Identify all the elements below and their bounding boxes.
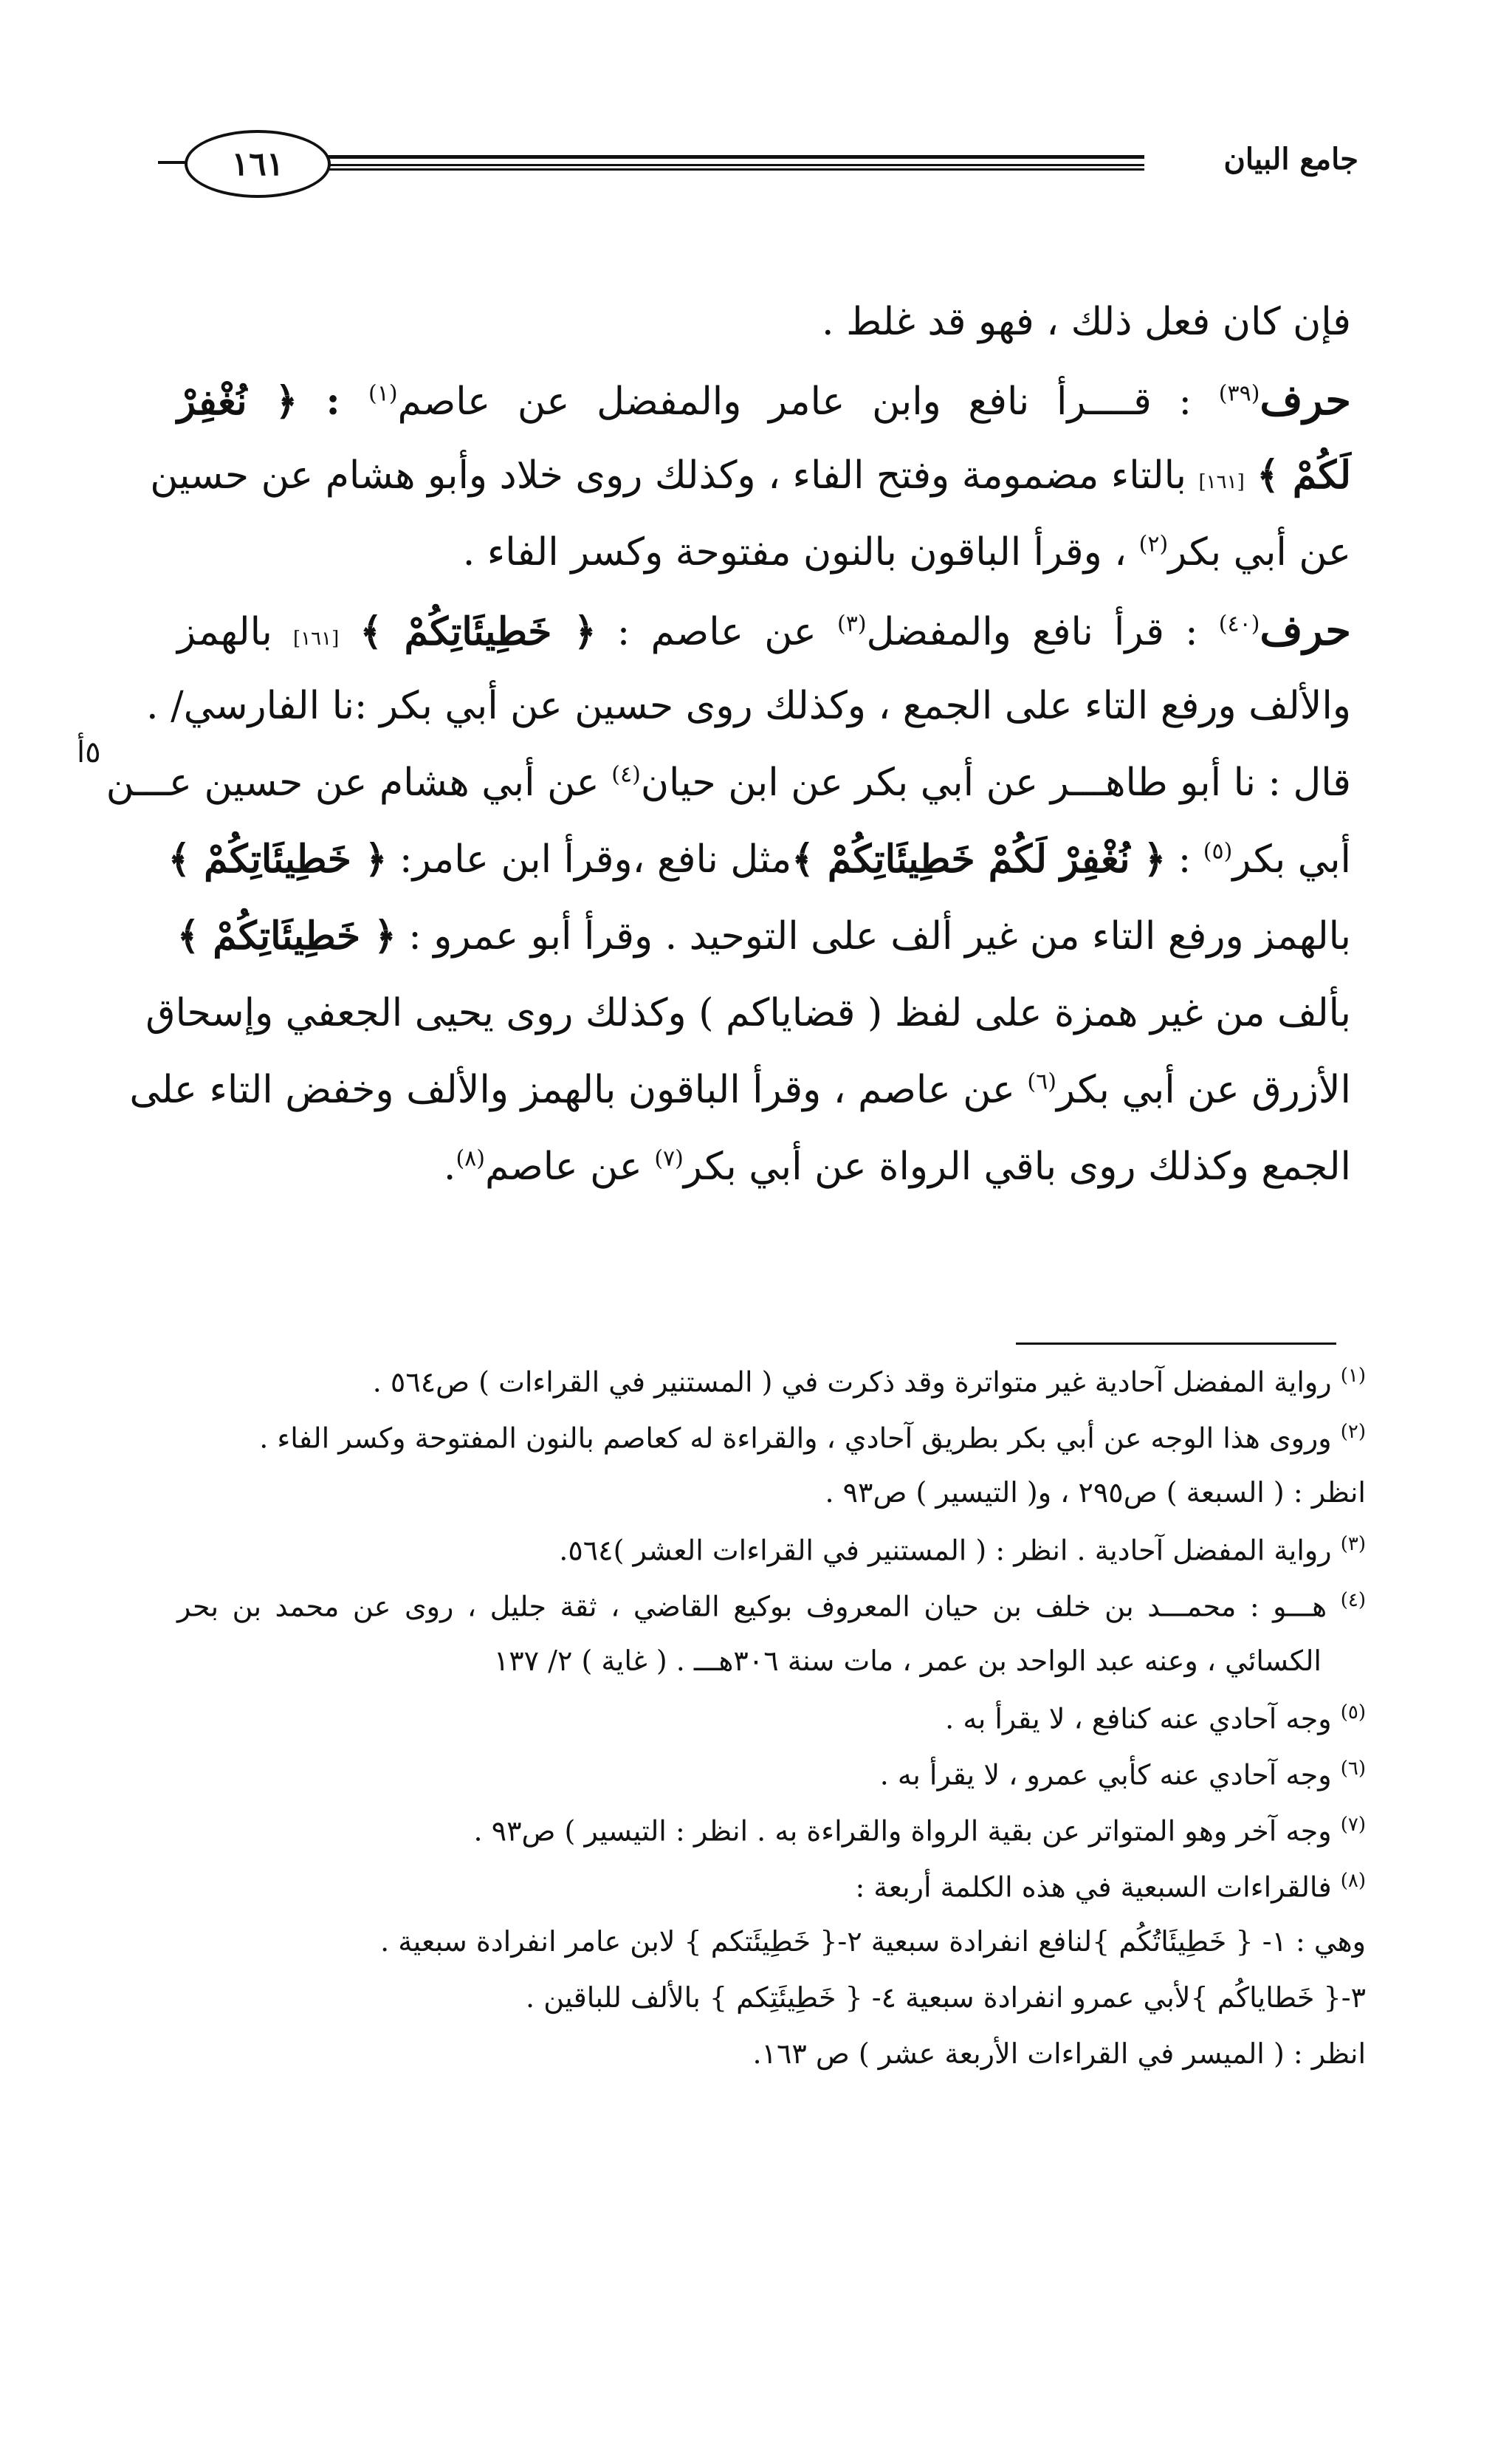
footnote-text: رواية المفضل آحادية غير متواترة وقد ذكرت في ( المستنير في القراءات ) ص٥٦٤ . (372, 1365, 1341, 1399)
harf-heading: حرف (1260, 376, 1351, 425)
footnote-text: رواية المفضل آحادية . انظر : ( المستنير في القراءات العشر )٥٦٤. (559, 1534, 1341, 1567)
footnote-number: (٨) (1340, 1870, 1366, 1892)
line-text: عن عاصم : (596, 610, 837, 654)
text-line (177, 300, 1351, 380)
footnote-text: هـــو : محمـــد بن خلف بن حيان المعروف بوكيع القاضي ، ثقة جليل ، روى عن محمد بن بحر (177, 1590, 1341, 1623)
margin-note: ٥أ (77, 735, 101, 769)
verse-mark: [١٦١] (1198, 471, 1245, 493)
footnote (177, 1703, 1366, 1759)
footnote (177, 1759, 1366, 1815)
text-line (176, 913, 1351, 994)
text-line (177, 606, 1351, 687)
footnote-text: وروى هذا الوجه عن أبي بكر بطريق آحادي ، والقراءة له كعاصم بالنون المفتوحة وكسر الفاء . (259, 1422, 1341, 1455)
footnote (177, 1591, 1366, 1647)
line-text: أبي بكر (1232, 837, 1351, 882)
line-text: : (1166, 837, 1203, 882)
line-text: بالهمز (177, 610, 294, 654)
footnote-ref: (١) (368, 380, 398, 407)
footnote-text: وجه آحادي عنه كنافع ، لا يقرأ به . (945, 1702, 1341, 1735)
footnote-ref: (٧) (654, 1145, 684, 1172)
footnote-ref: (٥) (1203, 838, 1233, 865)
line-text: مثل نافع ،وقرأ ابن عامر: (387, 837, 792, 882)
footnote-text: ٣-{ خَطاياكُم }لأبي عمرو انفرادة سبعية ٤- { خَطِيئَتِكم } بالألف للباقين . (526, 1981, 1366, 2014)
footnote-number: (٥) (1340, 1701, 1366, 1724)
line-text: . (443, 1145, 456, 1189)
line-text: فإن كان فعل ذلك ، فهو قد غلط . (822, 300, 1351, 344)
quran-text: : ﴿ نُغْفِرْ (177, 379, 368, 424)
line-text: والألف ورفع التاء على الجمع ، وكذلك روى حسين عن أبي بكر :نا الفارسي/ . (146, 684, 1351, 728)
header-rule (317, 155, 1144, 166)
footnote-ref: (٢) (1138, 531, 1169, 558)
line-text: ، وقرأ الباقون بالنون مفتوحة وكسر الفاء . (462, 530, 1139, 575)
line-text: بألف من غير همزة على لفظ ( قضاياكم ) وكذلك روى يحيى الجعفي وإسحاق (145, 991, 1351, 1035)
footnote-ref: (٨) (456, 1145, 486, 1172)
text-line (177, 530, 1351, 610)
book-title: جامع البيان (1223, 142, 1358, 176)
footnote-number: (٧) (1340, 1814, 1366, 1836)
footnote-text: الكسائي ، وعنه عبد الواحد بن عمر ، مات سنة ٣٠٦هـــ . ( غاية ) ٢/ ١٣٧ (493, 1645, 1322, 1677)
page-number (185, 130, 331, 198)
line-text: : قرأ نافع والمفضل (866, 610, 1219, 654)
harf-number: (٤٠) (1218, 611, 1260, 637)
footnote-continued (177, 2037, 1366, 2096)
line-text: الأزرق عن أبي بكر (1056, 1068, 1351, 1112)
page-number-text: ١٦١ (231, 145, 284, 183)
footnote-number: (٣) (1340, 1533, 1366, 1555)
text-line (177, 376, 1351, 456)
footnote-separator (1016, 1343, 1336, 1345)
footnote-ref: (٦) (1027, 1069, 1056, 1095)
header-rule-thin (317, 168, 1144, 171)
footnote-ref: (٤) (611, 761, 641, 788)
footnote-continued (177, 1927, 1366, 1983)
footnote (177, 1422, 1366, 1478)
verse-mark: [١٦١] (293, 628, 340, 650)
page-header (148, 130, 1358, 196)
footnote-text: وجه آخر وهو المتواتر عن بقية الرواة والقراءة به . انظر : التيسير ) ص٩٣ . (473, 1814, 1341, 1848)
footnote-text: انظر : ( السبعة ) ص٢٩٥ ، و( التيسير ) ص٩٣ . (825, 1476, 1366, 1509)
footnote-number: (٤) (1340, 1589, 1366, 1611)
text-line (129, 1068, 1351, 1148)
line-text: : قــــرأ نافع وابن عامر والمفضل عن عاصم (397, 380, 1219, 424)
text-line (146, 684, 1351, 764)
line-text: عن عاصم (485, 1145, 655, 1189)
quran-text: ﴿ نُغْفِرْ لَكُمْ خَطِيئَاتِكُمْ ﴾ (791, 837, 1166, 882)
footnote-text: انظر : ( الميسر في القراءات الأربعة عشر ) ص ١٦٣. (752, 2037, 1366, 2070)
text-line (168, 837, 1351, 917)
footnote-number: (٦) (1340, 1758, 1366, 1780)
quran-text: ﴿ خَطِيئَاتِكُمْ ﴾ (168, 837, 388, 882)
footnote-ref: (٣) (836, 611, 867, 637)
footnote (177, 1366, 1366, 1422)
quran-text: ﴿ خَطِيئَاتِكُمْ ﴾ (176, 913, 396, 959)
line-text: الجمع وكذلك روى باقي الرواة عن أبي بكر (683, 1145, 1351, 1189)
footnotes (177, 1366, 1366, 2096)
text-line (150, 453, 1351, 533)
harf-heading: حرف (1260, 606, 1351, 655)
footnote (177, 1871, 1366, 1927)
footnote-text: فالقراءات السبعية في هذه الكلمة أربعة : (855, 1870, 1341, 1904)
text-line (106, 761, 1351, 840)
text-line (145, 991, 1351, 1071)
line-text: بالتاء مضمومة وفتح الفاء ، وكذلك روى خلاد وأبو هشام عن حسين (150, 453, 1199, 498)
line-text: بالهمز ورفع التاء من غير ألف على التوحيد . وقرأ أبو عمرو : (396, 914, 1351, 959)
quran-text: لَكُمْ ﴾ (1257, 453, 1351, 498)
footnote-number: (١) (1340, 1365, 1366, 1387)
footnote-continued (177, 1983, 1366, 2040)
text-line (177, 1145, 1351, 1224)
harf-number: (٣٩) (1218, 380, 1260, 407)
footnote-continued (177, 1478, 1366, 1535)
footnote (177, 1535, 1366, 1591)
footnote-number: (٢) (1340, 1421, 1366, 1443)
footnote-text: وجه آحادي عنه كأبي عمرو ، لا يقرأ به . (879, 1758, 1341, 1791)
footnote-text: وهي : ١- { خَطِيئَاتُكُم }لنافع انفرادة سبعية ٢-{ خَطِيئَتكم } لابن عامر انفرادة سبعية . (380, 1925, 1366, 1958)
line-text: عن أبي هشام عن حسين عـــن (106, 761, 612, 805)
line-text: قال : نا أبو طاهـــر عن أبي بكر عن ابن حيان (640, 761, 1351, 805)
main-text (106, 300, 1351, 1224)
quran-text: ﴿ خَطِيئَاتِكُمْ ﴾ (360, 609, 597, 654)
header-rule-left (158, 161, 188, 164)
line-text: عن عاصم ، وقرأ الباقون بالهمز والألف وخفض التاء على (129, 1068, 1028, 1112)
line-text: عن أبي بكر (1168, 530, 1351, 575)
footnote-continued (177, 1647, 1366, 1703)
footnote (177, 1815, 1366, 1871)
